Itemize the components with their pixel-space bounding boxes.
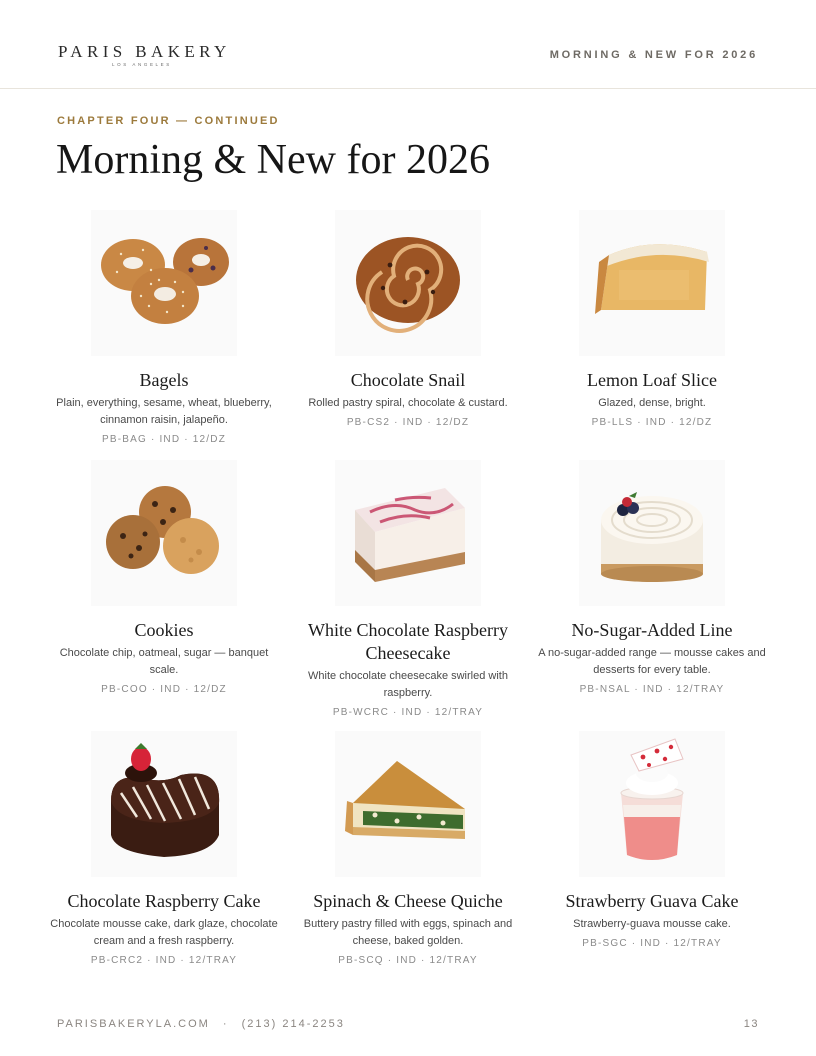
product-code: PB-SCQ · IND · 12/TRAY	[338, 955, 478, 966]
mousse-cake-photo	[579, 460, 725, 606]
chapter-eyebrow: CHAPTER FOUR — CONTINUED	[57, 115, 280, 127]
chocolate-raspberry-cake-photo	[91, 731, 237, 877]
page-number: 13	[743, 1018, 759, 1030]
product-code: PB-CS2 · IND · 12/DZ	[346, 417, 470, 428]
product-name: Chocolate Raspberry Cake	[67, 891, 261, 911]
product-description: White chocolate cheesecake swirled with raspberry.	[308, 670, 508, 699]
footer-separator: ·	[222, 1018, 229, 1030]
product-code: PB-COO · IND · 12/DZ	[101, 684, 227, 695]
product-description: Rolled pastry spiral, chocolate & custard.	[308, 397, 508, 409]
product-description: A no-sugar-added range — mousse cakes and desserts for every table.	[538, 647, 766, 676]
footer-website[interactable]: PARISBAKERYLA.COM	[57, 1018, 210, 1030]
product-card-no-sugar	[532, 460, 772, 698]
product-card-strawberry-guava	[532, 731, 772, 952]
cheesecake-photo	[335, 460, 481, 606]
product-description: Glazed, dense, bright.	[598, 397, 706, 409]
product-card-bagels	[44, 210, 284, 448]
logo-subtitle: LOS ANGELES	[112, 62, 172, 67]
product-description: Plain, everything, sesame, wheat, blueberry, cinnamon raisin, jalapeño.	[56, 397, 272, 426]
product-name: White Chocolate Raspberry Cheesecake	[308, 620, 508, 663]
product-code: PB-SGC · IND · 12/TRAY	[582, 938, 722, 949]
product-description: Chocolate mousse cake, dark glaze, chocolate cream and a fresh raspberry.	[50, 918, 278, 947]
product-code: PB-LLS · IND · 12/DZ	[591, 417, 713, 428]
product-name: Cookies	[134, 620, 194, 640]
product-description: Strawberry-guava mousse cake.	[573, 918, 731, 930]
product-name: Strawberry Guava Cake	[565, 891, 739, 911]
quiche-photo	[335, 731, 481, 877]
header-section-label: MORNING & NEW FOR 2026	[549, 49, 758, 61]
logo-wordmark: PARIS BAKERY	[58, 42, 231, 61]
product-card-quiche	[288, 731, 528, 969]
product-card-lemon-loaf	[532, 210, 772, 431]
product-card-cheesecake	[288, 460, 528, 721]
product-name: Lemon Loaf Slice	[587, 370, 717, 390]
product-name: Bagels	[139, 370, 189, 390]
product-card-chocolate-raspberry-cake	[44, 731, 284, 969]
product-name: Chocolate Snail	[350, 370, 466, 390]
product-code: PB-BAG · IND · 12/DZ	[101, 434, 226, 445]
product-code: PB-WCRC · IND · 12/TRAY	[332, 707, 484, 718]
product-code: PB-NSAL · IND · 12/TRAY	[579, 684, 725, 695]
footer-contact	[57, 1018, 345, 1030]
chocolate-snail-photo	[335, 210, 481, 356]
page-title: Morning & New for 2026	[56, 137, 490, 183]
product-card-chocolate-snail	[288, 210, 528, 431]
product-code: PB-CRC2 · IND · 12/TRAY	[90, 955, 238, 966]
lemon-loaf-photo	[579, 210, 725, 356]
cookies-photo	[91, 460, 237, 606]
strawberry-guava-cup-photo	[579, 731, 725, 877]
product-name: Spinach & Cheese Quiche	[313, 891, 503, 911]
product-description: Chocolate chip, oatmeal, sugar — banquet scale.	[59, 647, 269, 676]
footer-phone[interactable]: (213) 214-2253	[241, 1018, 345, 1030]
bagels-photo	[91, 210, 237, 356]
product-description: Buttery pastry filled with eggs, spinach and cheese, baked golden.	[303, 918, 513, 947]
product-name: No-Sugar-Added Line	[571, 620, 733, 640]
product-card-cookies	[44, 460, 284, 698]
